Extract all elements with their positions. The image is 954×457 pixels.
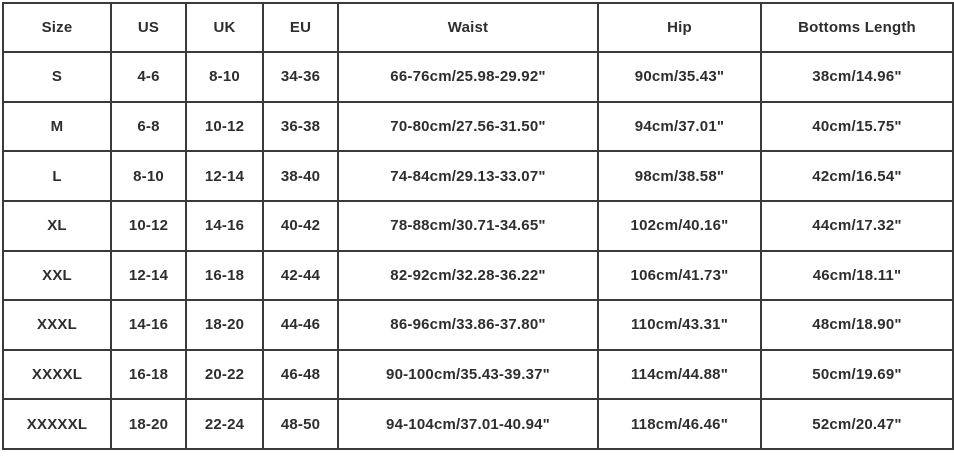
table-row xyxy=(3,201,953,251)
column-header-size: Size xyxy=(3,3,111,52)
us-size-cell: 8-10 xyxy=(111,151,186,201)
header-row xyxy=(3,3,953,52)
waist-cell: 66-76cm/25.98-29.92" xyxy=(338,52,598,102)
waist-cell: 74-84cm/29.13-33.07" xyxy=(338,151,598,201)
us-size-cell: 14-16 xyxy=(111,300,186,350)
table-row xyxy=(3,102,953,152)
bottoms-length-cell: 46cm/18.11" xyxy=(761,251,953,301)
hip-cell: 114cm/44.88" xyxy=(598,350,761,400)
eu-size-cell: 46-48 xyxy=(263,350,338,400)
bottoms-length-cell: 38cm/14.96" xyxy=(761,52,953,102)
table-row xyxy=(3,300,953,350)
column-header-uk: UK xyxy=(186,3,263,52)
uk-size-cell: 10-12 xyxy=(186,102,263,152)
bottoms-length-cell: 44cm/17.32" xyxy=(761,201,953,251)
us-size-cell: 4-6 xyxy=(111,52,186,102)
size-cell: XXL xyxy=(3,251,111,301)
column-header-eu: EU xyxy=(263,3,338,52)
us-size-cell: 10-12 xyxy=(111,201,186,251)
bottoms-length-cell: 50cm/19.69" xyxy=(761,350,953,400)
table-row xyxy=(3,52,953,102)
bottoms-length-cell: 48cm/18.90" xyxy=(761,300,953,350)
bottoms-length-cell: 42cm/16.54" xyxy=(761,151,953,201)
size-cell: S xyxy=(3,52,111,102)
us-size-cell: 16-18 xyxy=(111,350,186,400)
table-row xyxy=(3,399,953,449)
hip-cell: 98cm/38.58" xyxy=(598,151,761,201)
eu-size-cell: 44-46 xyxy=(263,300,338,350)
waist-cell: 70-80cm/27.56-31.50" xyxy=(338,102,598,152)
table-row xyxy=(3,350,953,400)
uk-size-cell: 18-20 xyxy=(186,300,263,350)
eu-size-cell: 36-38 xyxy=(263,102,338,152)
table-row xyxy=(3,151,953,201)
size-cell: XXXL xyxy=(3,300,111,350)
hip-cell: 102cm/40.16" xyxy=(598,201,761,251)
bottoms-length-cell: 40cm/15.75" xyxy=(761,102,953,152)
size-chart-table xyxy=(2,2,954,450)
waist-cell: 94-104cm/37.01-40.94" xyxy=(338,399,598,449)
hip-cell: 118cm/46.46" xyxy=(598,399,761,449)
hip-cell: 90cm/35.43" xyxy=(598,52,761,102)
waist-cell: 78-88cm/30.71-34.65" xyxy=(338,201,598,251)
eu-size-cell: 40-42 xyxy=(263,201,338,251)
eu-size-cell: 38-40 xyxy=(263,151,338,201)
uk-size-cell: 20-22 xyxy=(186,350,263,400)
waist-cell: 86-96cm/33.86-37.80" xyxy=(338,300,598,350)
hip-cell: 110cm/43.31" xyxy=(598,300,761,350)
hip-cell: 94cm/37.01" xyxy=(598,102,761,152)
size-cell: XXXXL xyxy=(3,350,111,400)
uk-size-cell: 14-16 xyxy=(186,201,263,251)
us-size-cell: 6-8 xyxy=(111,102,186,152)
table-header xyxy=(3,3,953,52)
eu-size-cell: 42-44 xyxy=(263,251,338,301)
uk-size-cell: 8-10 xyxy=(186,52,263,102)
table-row xyxy=(3,251,953,301)
waist-cell: 90-100cm/35.43-39.37" xyxy=(338,350,598,400)
column-header-hip: Hip xyxy=(598,3,761,52)
column-header-us: US xyxy=(111,3,186,52)
us-size-cell: 18-20 xyxy=(111,399,186,449)
size-cell: XXXXXL xyxy=(3,399,111,449)
uk-size-cell: 16-18 xyxy=(186,251,263,301)
size-cell: M xyxy=(3,102,111,152)
table-body xyxy=(3,52,953,449)
hip-cell: 106cm/41.73" xyxy=(598,251,761,301)
eu-size-cell: 34-36 xyxy=(263,52,338,102)
eu-size-cell: 48-50 xyxy=(263,399,338,449)
column-header-waist: Waist xyxy=(338,3,598,52)
us-size-cell: 12-14 xyxy=(111,251,186,301)
uk-size-cell: 22-24 xyxy=(186,399,263,449)
column-header-bottoms-length: Bottoms Length xyxy=(761,3,953,52)
size-cell: L xyxy=(3,151,111,201)
uk-size-cell: 12-14 xyxy=(186,151,263,201)
waist-cell: 82-92cm/32.28-36.22" xyxy=(338,251,598,301)
size-cell: XL xyxy=(3,201,111,251)
bottoms-length-cell: 52cm/20.47" xyxy=(761,399,953,449)
